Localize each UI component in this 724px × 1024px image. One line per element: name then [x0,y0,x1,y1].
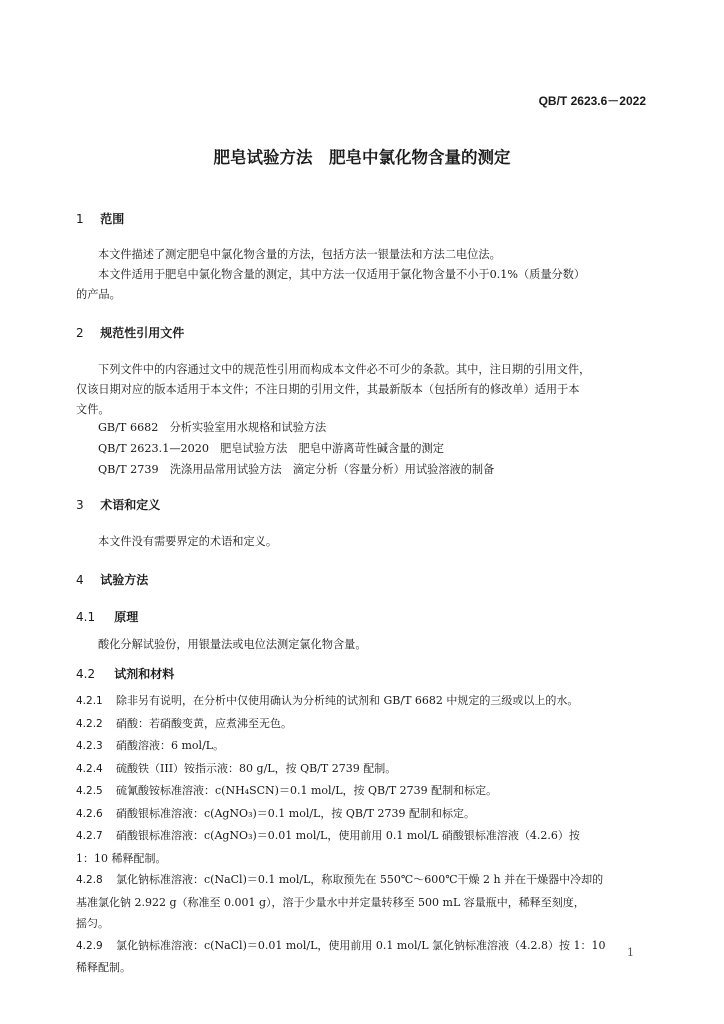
standard-number: QB/T 2623.6－2022 [538,94,646,108]
reagent-item [76,803,646,826]
section-number: 2 [76,326,84,340]
text-line: 仅该日期对应的版本适用于本文件；不注日期的引用文件，其最新版本（包括所有的修改单）适用于本 [76,383,580,396]
item-text: 硫氰酸铵标准溶液：c(NH₄SCN)＝0.1 mol/L，按 QB/T 2739 配制和标定。 [116,784,498,797]
text-line: 本文件没有需要界定的术语和定义。 [98,535,278,548]
reagent-item [76,935,646,979]
section-title: 规范性引用文件 [100,326,185,340]
item-text: 氯化钠标准溶液：c(NaCl)＝0.01 mol/L，使用前用 0.1 mol/L 氯化钠标准溶液（4.2.8）按 1：10 [116,938,606,952]
reagents-list [76,690,646,979]
item-text-continued: 基准氯化钠 2.922 g（称准至 0.001 g），溶于少量水中并定量转移至 500 mL 容量瓶中，稀释至刻度， [76,895,585,909]
item-text: 硝酸溶液：6 mol/L。 [116,739,225,752]
item-text: 氯化钠标准溶液：c(NaCl)＝0.1 mol/L，称取预先在 550℃～600℃干燥 2 h 并在干燥器中冷却的 [116,873,604,886]
section-1-heading [76,210,124,227]
section-2-heading [76,324,184,341]
item-number: 4.2.8 [76,874,103,886]
section-4-1-heading [76,608,138,625]
item-text-continued: 摇匀。 [76,917,109,930]
section-2-body [76,360,644,420]
reagent-item [76,825,646,869]
reagent-item [76,780,646,803]
section-1-body [76,245,644,305]
text-line: 本文件适用于肥皂中氯化物含量的测定，其中方法一仅适用于氯化物含量不小于0.1%（质量分数） [98,268,586,281]
text-line: 下列文件中的内容通过文中的规范性引用而构成本文件必不可少的条款。其中，注日期的引用文件， [98,363,591,376]
text-line: 文件。 [76,403,110,416]
section-title: 术语和定义 [100,498,161,512]
text-line: 的产品。 [76,288,121,301]
item-text-continued: 稀释配制。 [76,961,131,974]
item-number: 4.2.3 [76,740,103,752]
reagent-item [76,713,646,736]
normative-references-list [98,417,494,480]
section-number: 4 [76,573,84,587]
section-number: 1 [76,212,84,226]
item-text: 硝酸银标准溶液：c(AgNO₃)＝0.01 mol/L，使用前用 0.1 mol/L 硝酸银标准溶液（4.2.6）按 [116,829,580,842]
item-number: 4.2.5 [76,785,103,797]
section-title: 原理 [114,610,139,624]
item-text: 硝酸：若硝酸变黄，应煮沸至无色。 [116,716,292,730]
item-number: 4.2.2 [76,717,103,730]
text-line: 本文件描述了测定肥皂中氯化物含量的方法，包括方法一银量法和方法二电位法。 [98,248,501,261]
reference-item: GB/T 6682 分析实验室用水规格和试验方法 [98,421,327,434]
page-number: 1 [627,946,634,959]
item-number: 4.2.1 [76,695,103,707]
section-number: 3 [76,498,84,512]
reagent-item [76,735,646,758]
reagent-item [76,690,646,713]
section-3-heading [76,496,160,513]
item-text-continued: 1：10 稀释配制。 [76,851,167,865]
item-text: 硝酸银标准溶液：c(AgNO₃)＝0.1 mol/L，按 QB/T 2739 配制和标定。 [116,806,475,820]
document-title: 肥皂试验方法 肥皂中氯化物含量的测定 [213,148,511,167]
section-title: 试剂和材料 [114,667,175,681]
section-4-1-body [76,635,644,655]
item-number: 4.2.4 [76,762,103,775]
item-text: 除非另有说明，在分析中仅使用确认为分析纯的试剂和 GB/T 6682 中规定的三级或以上的水。 [116,694,579,707]
section-number: 4.2 [76,667,96,681]
text-line: 酸化分解试验份，用银量法或电位法测定氯化物含量。 [98,638,367,651]
reagent-item [76,758,646,781]
item-number: 4.2.7 [76,830,103,842]
section-4-2-heading [76,665,174,682]
section-title: 范围 [100,212,125,226]
reagent-item [76,869,646,935]
reference-item: QB/T 2623.1—2020 肥皂试验方法 肥皂中游离苛性碱含量的测定 [98,442,444,455]
reference-item: QB/T 2739 洗涤用品常用试验方法 滴定分析（容量分析）用试验溶液的制备 [98,463,495,476]
section-title: 试验方法 [100,573,149,587]
item-number: 4.2.9 [76,939,103,952]
item-number: 4.2.6 [76,807,103,820]
section-3-body [76,532,644,552]
item-text: 硫酸铁（III）铵指示液：80 g/L，按 QB/T 2739 配制。 [116,761,397,775]
section-number: 4.1 [76,610,96,624]
section-4-heading [76,571,148,588]
